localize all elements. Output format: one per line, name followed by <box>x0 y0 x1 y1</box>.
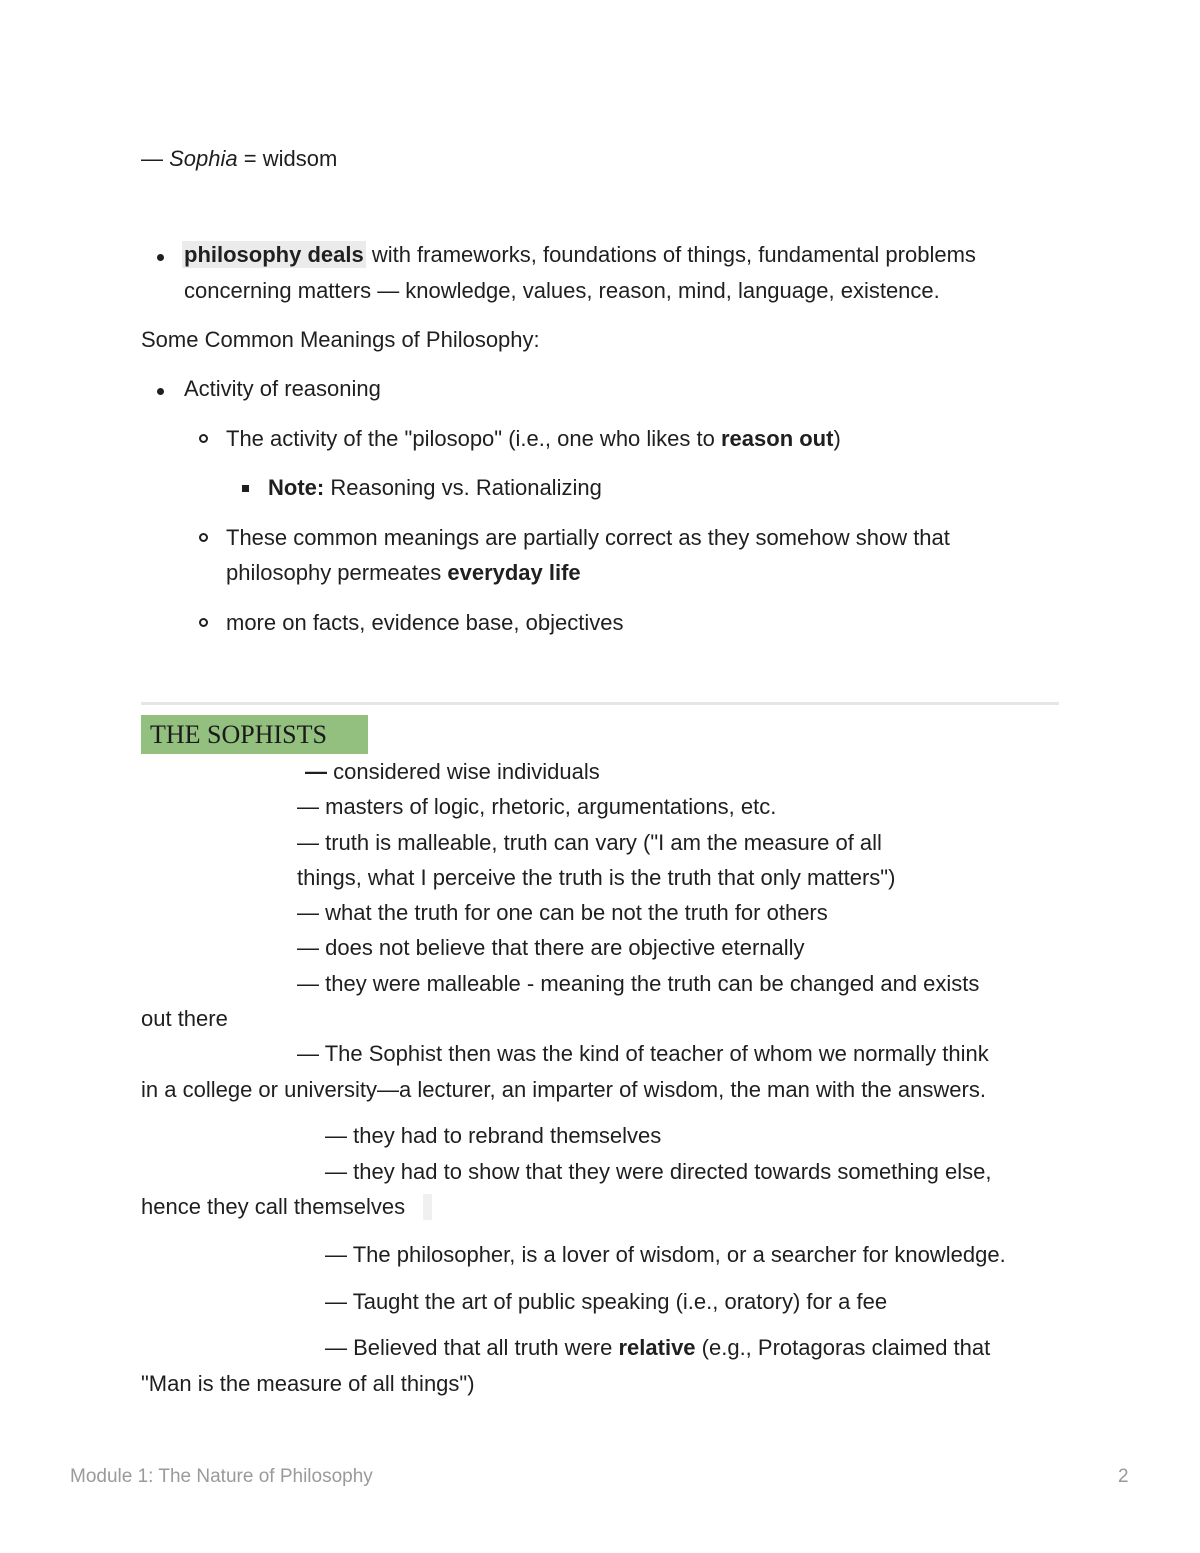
sophists-line-17: "Man is the measure of all things") <box>141 1371 475 1396</box>
note-label: Note: <box>268 475 325 500</box>
sophia-definition <box>141 148 337 170</box>
note-text: Reasoning vs. Rationalizing <box>324 475 602 500</box>
note-line <box>268 477 602 499</box>
sophists-line-11: — they had to rebrand themselves <box>325 1123 662 1148</box>
common-meanings-heading: Some Common Meanings of Philosophy: <box>141 327 540 352</box>
considered-wise-text: considered wise individuals <box>333 759 600 784</box>
pilosopo-line <box>226 428 841 450</box>
sophists-line-10: in a college or university—a lecturer, an imparter of wisdom, the man with the answers. <box>141 1077 986 1102</box>
sophists-line-3: — truth is malleable, truth can vary ("I am the measure of all <box>297 830 882 855</box>
facts-evidence-line: more on facts, evidence base, objectives <box>226 610 624 635</box>
believed-text: — Believed that all truth were <box>325 1335 619 1360</box>
bullet-circle-icon <box>199 434 208 443</box>
bullet-square-icon <box>242 485 249 492</box>
section-divider <box>141 702 1059 705</box>
sophists-line-14: — The philosopher, is a lover of wisdom, or a searcher for knowledge. <box>325 1242 1006 1267</box>
sophists-line-13: hence they call themselves <box>141 1194 406 1219</box>
sophists-line-1 <box>305 761 600 783</box>
sophists-line-12: — they had to show that they were directed towards something else, <box>325 1159 992 1184</box>
footer-module-title: Module 1: The Nature of Philosophy <box>70 1466 373 1487</box>
sophists-line-4: things, what I perceive the truth is the truth that only matters") <box>297 865 896 890</box>
everyday-life-bold: everyday life <box>447 560 581 585</box>
philosophy-deals-line2: concerning matters — knowledge, values, reason, mind, language, existence. <box>184 278 940 303</box>
sophists-line-5: — what the truth for one can be not the truth for others <box>297 900 828 925</box>
protagoras-text: (e.g., Protagoras claimed that <box>695 1335 991 1360</box>
sophists-line-7: — they were malleable - meaning the truth can be changed and exists <box>297 971 980 996</box>
permeates-text: philosophy permeates <box>226 560 448 585</box>
bullet-circle-icon <box>199 533 208 542</box>
sophists-line-2: — masters of logic, rhetoric, argumentations, etc. <box>297 794 777 819</box>
bullet-disc-icon <box>157 388 164 395</box>
bullet-disc-icon <box>157 254 164 261</box>
sophists-line-8: out there <box>141 1006 228 1031</box>
sophia-meaning: = widsom <box>237 146 338 171</box>
empty-highlight <box>423 1194 432 1220</box>
sophists-line-6: — does not believe that there are objective eternally <box>297 935 805 960</box>
activity-of-reasoning: Activity of reasoning <box>184 376 381 401</box>
common-meanings-correct-line2 <box>226 562 581 584</box>
philosophy-deals-highlight: philosophy deals <box>184 242 364 267</box>
sophists-line-15: — Taught the art of public speaking (i.e., oratory) for a fee <box>325 1289 888 1314</box>
dash-bold: — <box>305 759 334 784</box>
bullet-circle-icon <box>199 618 208 627</box>
sophists-heading: THE SOPHISTS <box>150 720 327 749</box>
sophists-line-9: — The Sophist then was the kind of teacher of whom we normally think <box>297 1041 989 1066</box>
philosophy-deals-rest: with frameworks, foundations of things, fundamental problems <box>365 242 976 267</box>
pilosopo-close: ) <box>833 426 841 451</box>
reason-out-bold: reason out <box>720 426 834 451</box>
sophists-line-16 <box>325 1337 990 1359</box>
dash: — <box>141 146 170 171</box>
pilosopo-text: The activity of the "pilosopo" (i.e., one who likes to <box>226 426 721 451</box>
sophia-term: Sophia <box>169 146 238 171</box>
common-meanings-correct-line1: These common meanings are partially correct as they somehow show that <box>226 525 950 550</box>
philosophy-deals-line1 <box>184 244 976 266</box>
relative-bold: relative <box>618 1335 696 1360</box>
footer-page-number: 2 <box>1118 1466 1129 1487</box>
